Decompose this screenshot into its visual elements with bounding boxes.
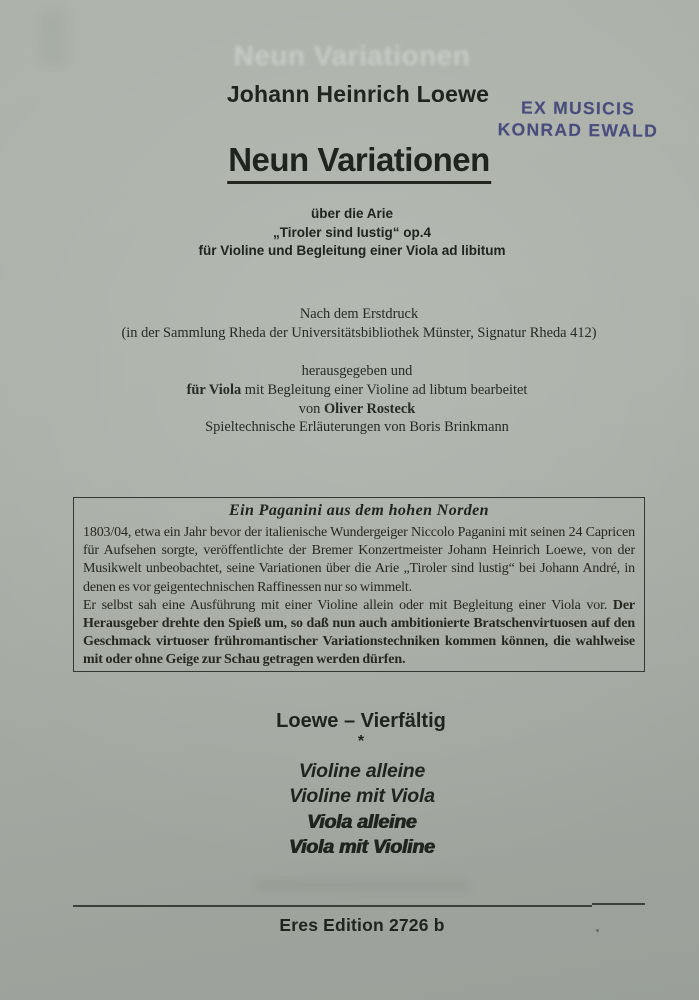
asterisk-separator: * (357, 733, 365, 750)
work-title (227, 141, 491, 184)
editor-credit-von: von (298, 400, 324, 417)
scan-smudge-footer (255, 879, 470, 891)
source-note-block (121, 305, 596, 342)
version-item-viola-mit-violine: Viola mit Violine (289, 836, 435, 859)
editor-credit-line (187, 381, 528, 400)
version-item-violine-mit-viola: Violine mit Viola (289, 785, 435, 808)
editor-credit-bold-viola: für Viola (186, 381, 242, 398)
info-box-heading: Ein Paganini aus dem hohen Norden (229, 502, 489, 519)
work-title-underlined-text: Neun Variationen (227, 141, 491, 184)
scan-smudge-top-left (40, 12, 66, 64)
bleedthrough-ghost-title: Neun Variationen (233, 40, 471, 71)
stamp-line-ex-musicis: EX MUSICIS (520, 97, 636, 119)
subtitle-block (198, 205, 505, 261)
subtitle-line: „Tiroler sind lustig“ op.4 (272, 224, 432, 240)
editor-credits-block (187, 362, 528, 437)
info-box-body (83, 524, 635, 670)
subtitle-line: über die Arie (310, 206, 394, 221)
info-box-paragraph-2-bold: Der Herausgeber drehte den Spieß um, so daß nun auch ambitionierte Bratschenvirtuosen auf den Geschmack virtuoser frühromantischer Variationstechniken kommen können, die wahlweise mit oder ohne Geige zur Schau getragen werden dürfen. (83, 597, 635, 668)
version-list (289, 759, 435, 861)
source-note-line: (in der Sammlung Rheda der Universitätsbibliothek Münster, Signatur Rheda 412) (121, 324, 597, 341)
ownership-stamp (498, 96, 659, 141)
stamp-line-owner-name: KONRAD EWALD (497, 119, 659, 141)
editor-credit-rest: mit Begleitung einer Violine ad libtum bearbeitet (241, 381, 528, 398)
editor-credit-line: Spieltechnische Erläuterungen von Boris Brinkmann (205, 419, 509, 436)
info-box-paragraph-1: 1803/04, etwa ein Jahr bevor der italienische Wundergeiger Niccolo Paganini mit seinen 24 Capricen für Aufsehen sorgte, veröffentlichte der Bremer Konzertmeister Johann Heinrich Loewe, von der Musikwelt unbeobachtet, seine Variationen über die Arie „Tiroler sind lustig“ bei Johann André, in denen es vor geigentechnischen Raffinessen nur so wimmelt. (83, 525, 635, 595)
footer-rule-left-segment (73, 905, 592, 907)
composer-name: Johann Heinrich Loewe (226, 81, 490, 107)
edition-number: Eres Edition 2726 b (279, 915, 445, 935)
program-heading: Loewe – Vierfältig (276, 710, 446, 732)
scan-speck (596, 929, 599, 932)
paganini-info-box (73, 497, 645, 672)
version-item-viola-alleine: Viola alleine (307, 810, 417, 833)
version-item-violine-alleine: Violine alleine (298, 760, 426, 782)
editor-name: Oliver Rosteck (323, 400, 416, 417)
footer-rule-right-segment (592, 903, 645, 905)
subtitle-line: für Violine und Begleitung einer Viola ad libitum (198, 243, 506, 259)
info-box-paragraph-2-normal: Er selbst sah eine Ausführung mit einer Violine allein oder mit Begleitung einer Viola vor. (83, 597, 613, 613)
editor-credit-line: herausgegeben und (301, 363, 413, 379)
info-box-paragraph-2 (83, 597, 635, 670)
editor-credit-line (187, 400, 528, 419)
source-note-line: Nach dem Erstdruck (299, 306, 419, 322)
